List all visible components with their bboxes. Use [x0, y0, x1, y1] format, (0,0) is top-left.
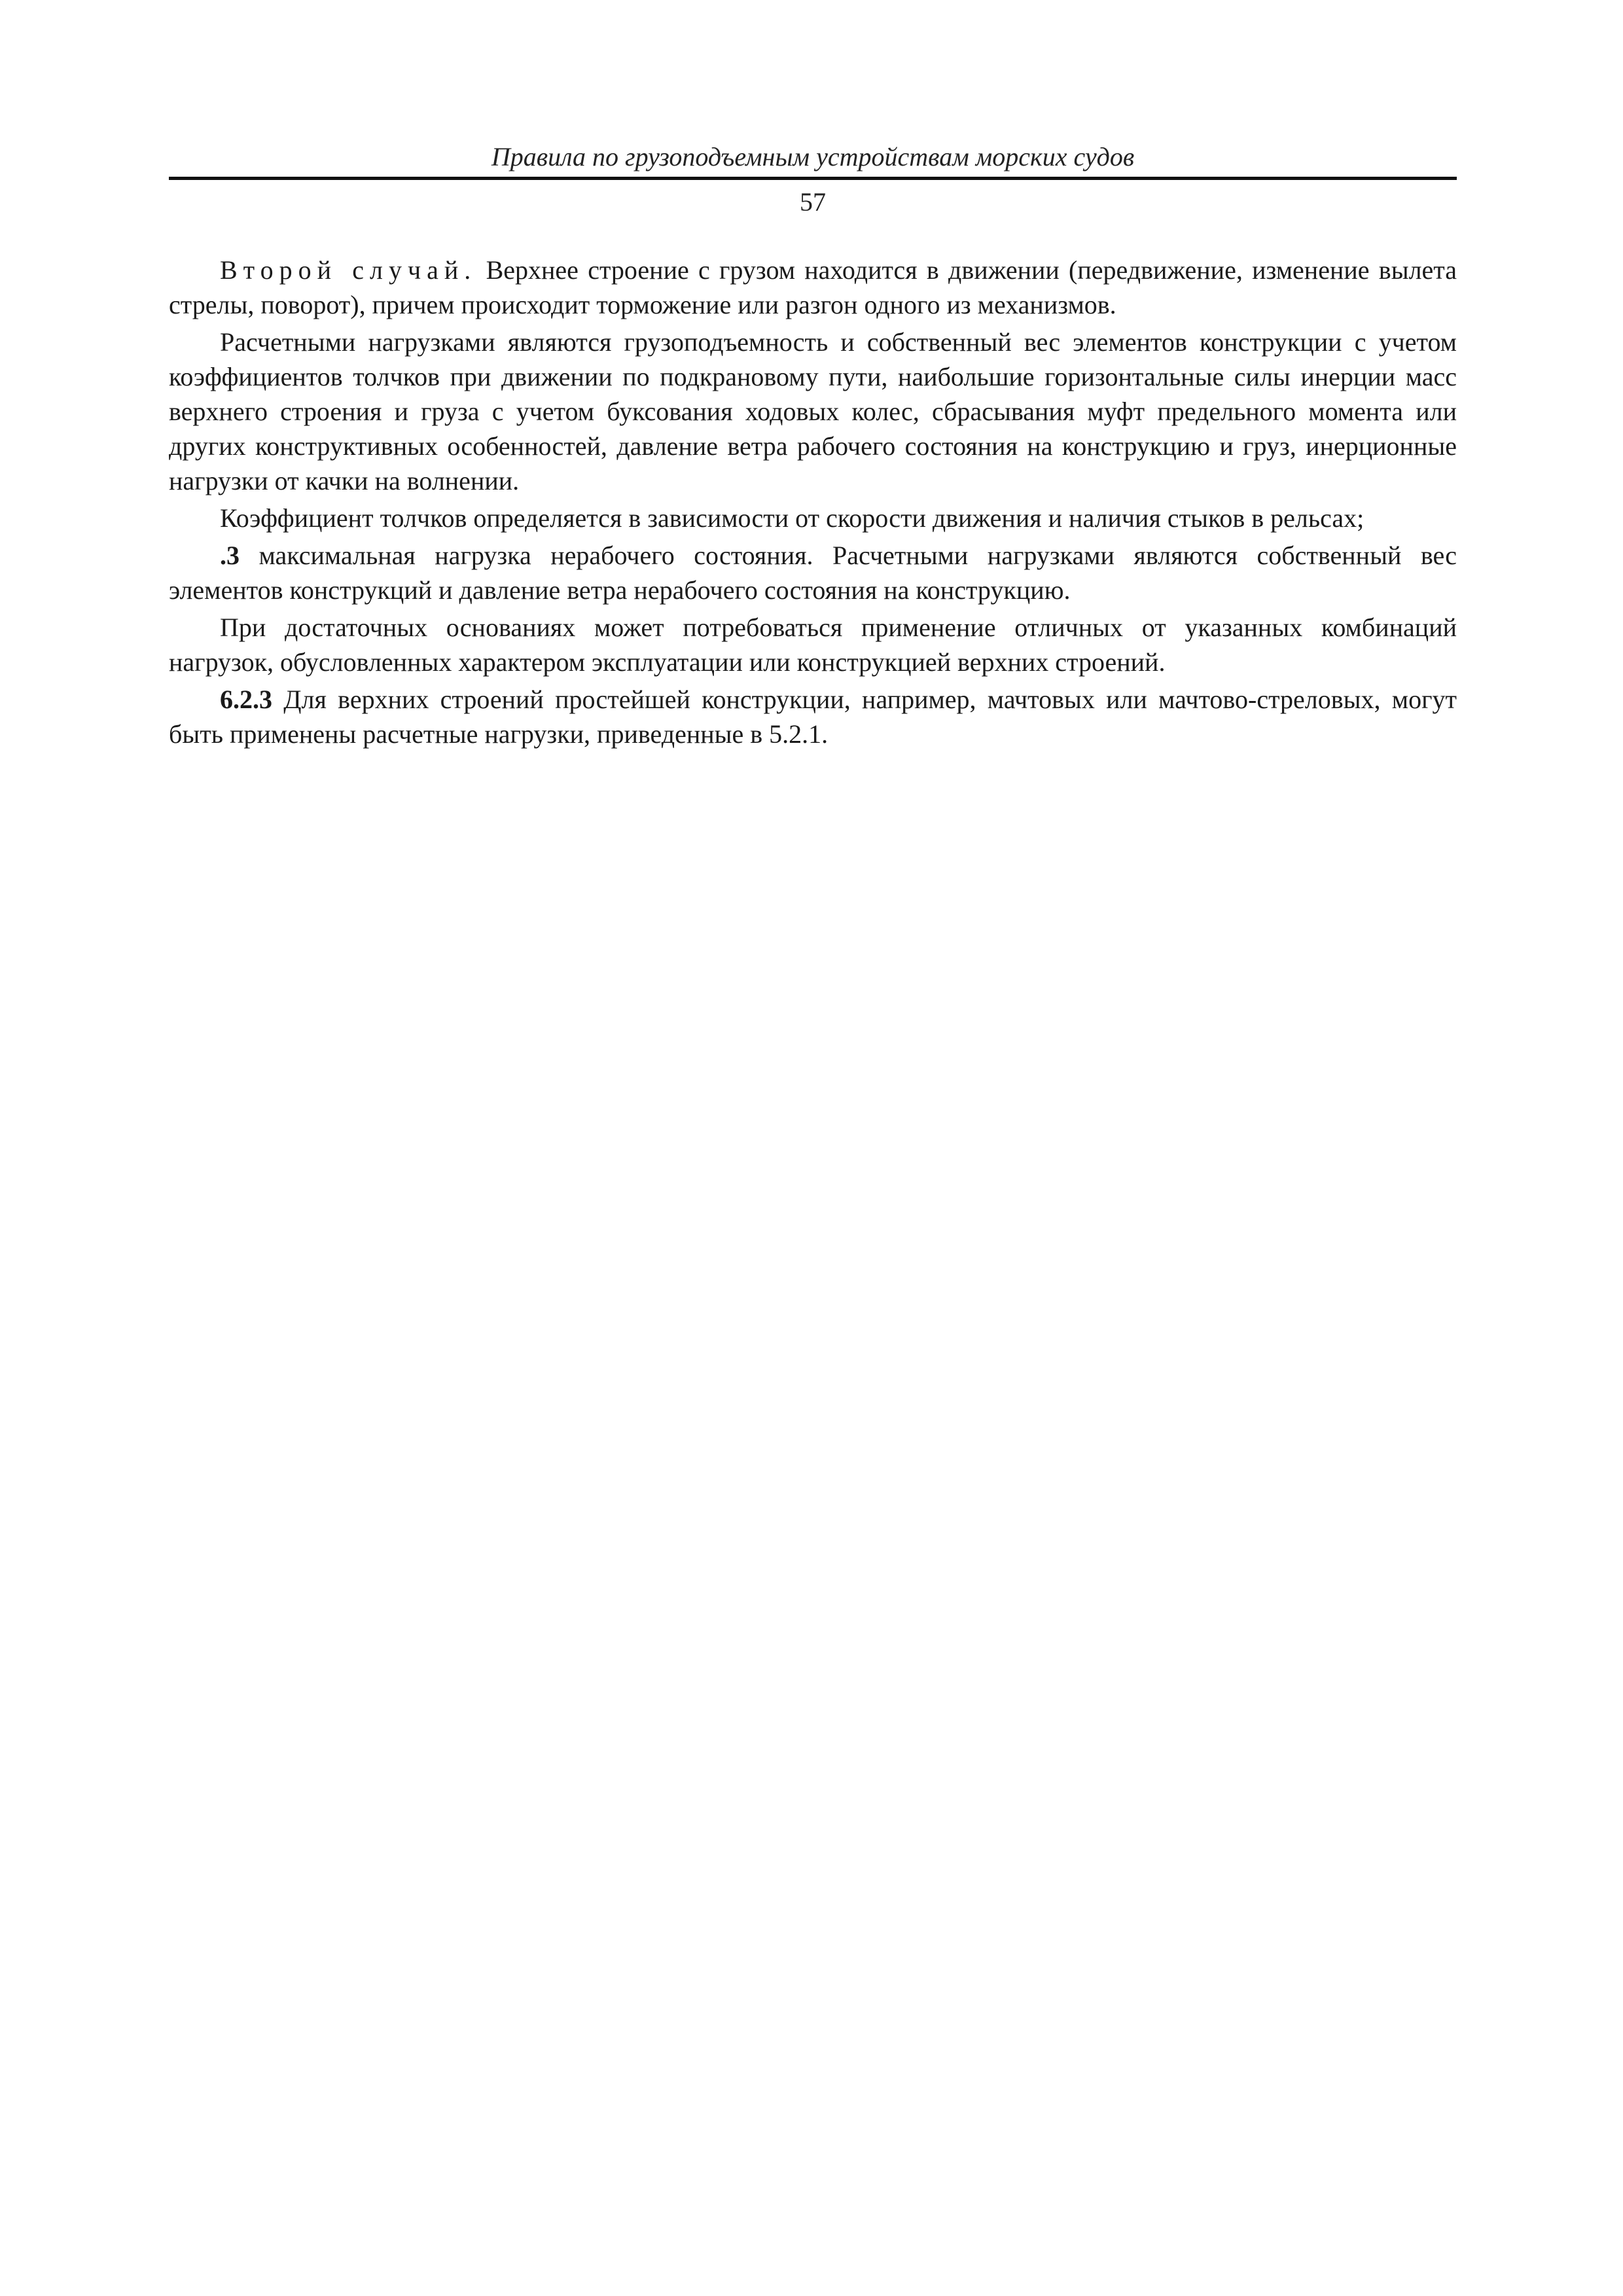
paragraph-text: максимальная нагрузка нерабочего состояния. Расчетными нагрузками являются собственный вес элементов конструкций и давление ветра нерабочего состояния на конструкцию. [169, 541, 1457, 605]
paragraph-second-case [169, 253, 1457, 322]
paragraph-text: При достаточных основаниях может потребоваться применение отличных от указанных комбинаций нагрузок, обусловленных характером эксплуатации или конструкцией верхних строений. [169, 613, 1457, 677]
page-number: 57 [800, 187, 826, 217]
paragraph-text: Для верхних строений простейшей конструкции, например, мачтовых или мачтово-стреловых, могут быть применены расчетные нагрузки, приведенные в 5.2.1. [169, 685, 1457, 749]
item-number: .3 [220, 541, 240, 570]
running-title: Правила по грузоподъемным устройствам морских судов [491, 142, 1135, 171]
paragraph-other-combinations [169, 610, 1457, 679]
paragraph-item-3 [169, 538, 1457, 607]
body-text [169, 253, 1457, 754]
paragraph-design-loads [169, 325, 1457, 498]
header-rule [169, 177, 1457, 180]
paragraph-text: Расчетными нагрузками являются грузоподъемность и собственный вес элементов конструкции с учетом коэффициентов толчков при движении по подкрановому пути, наибольшие горизонтальные силы инерции масс верхнего строения и груза с учетом буксования ходовых колес, сбрасывания муфт предельного момента или других конструктивных особенностей, давление ветра рабочего состояния на конструкцию и груз, инерционные нагрузки от качки на волнении. [169, 327, 1457, 495]
section-number: 6.2.3 [220, 685, 272, 714]
paragraph-text: Верхнее строение с грузом находится в движении (передвижение, изменение вылета стрелы, поворот), причем происходит торможение или разгон одного из механизмов. [169, 255, 1457, 319]
case-heading: Второй случай. [220, 255, 477, 285]
paragraph-text: Коэффициент толчков определяется в зависимости от скорости движения и наличия стыков в рельсах; [220, 503, 1364, 533]
paragraph-impact-coefficient [169, 501, 1457, 535]
page-header [169, 139, 1457, 222]
paragraph-section-6-2-3 [169, 682, 1457, 751]
